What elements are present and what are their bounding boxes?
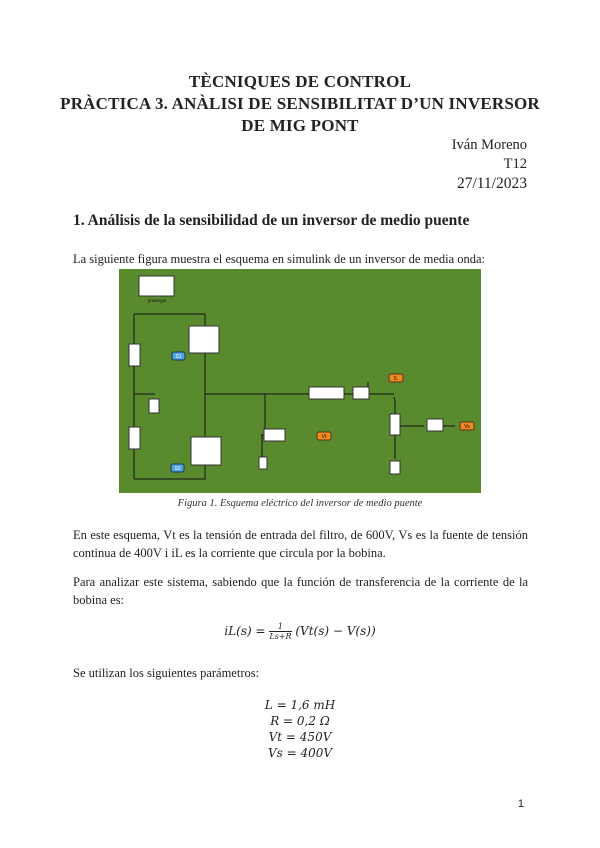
fraction-denominator: Ls+R bbox=[269, 632, 292, 641]
vs-meter-block bbox=[427, 419, 443, 431]
vt-meter-block bbox=[264, 429, 285, 441]
current-sensor-block bbox=[353, 387, 369, 399]
intro-paragraph: La siguiente figura muestra el esquema en simulink de un inversor de media onda: bbox=[73, 252, 486, 266]
title-line-2: PRÀCTICA 3. ANÀLISI DE SENSIBILITAT D’UN INVERSOR bbox=[60, 94, 540, 113]
svg-text:IL: IL bbox=[393, 376, 399, 382]
ground-block bbox=[149, 399, 159, 413]
paragraph-2: Para analizar este sistema, sabiendo que la función de transferencia de la corriente de la bobina es: bbox=[73, 575, 528, 607]
paragraph-3: Se utilizan los siguientes parámetros: bbox=[73, 666, 260, 680]
param-vt: Vt = 450V bbox=[268, 730, 332, 744]
powergui-block bbox=[139, 276, 174, 296]
simulink-diagram bbox=[119, 269, 481, 493]
vs-source-block bbox=[390, 414, 400, 435]
svg-text:S2: S2 bbox=[174, 466, 181, 472]
fraction-numerator: 1 bbox=[269, 622, 291, 632]
parameter-list bbox=[0, 697, 600, 761]
switch-s1-block bbox=[189, 326, 219, 353]
title-line-1: TÈCNIQUES DE CONTROL bbox=[188, 72, 412, 91]
vt-ground bbox=[259, 457, 267, 469]
paragraph-1: En este esquema, Vt es la tensión de entrada del filtro, de 600V, Vs es la fuente de tensión continua de 400V i iL es la corriente que circula por la bobina. bbox=[73, 528, 528, 560]
param-vs: Vs = 400V bbox=[267, 746, 333, 760]
rl-load-block bbox=[309, 387, 344, 399]
svg-text:Vs: Vs bbox=[464, 424, 470, 430]
equation-fraction bbox=[269, 622, 291, 641]
param-resistance: R = 0,2 Ω bbox=[270, 714, 330, 728]
group-code: T12 bbox=[503, 156, 527, 172]
dc-source-lower bbox=[129, 427, 140, 449]
powergui-label: powergui bbox=[147, 298, 167, 303]
title-line-3: DE MIG PONT bbox=[241, 116, 359, 135]
page-number: 1 bbox=[517, 798, 524, 810]
document-date: 27/11/2023 bbox=[456, 175, 527, 192]
dc-source-upper bbox=[129, 344, 140, 366]
diagram-background bbox=[119, 269, 481, 493]
svg-text:Vt: Vt bbox=[321, 434, 327, 440]
section-heading: 1. Análisis de la sensibilidad de un inversor de medio puente bbox=[73, 212, 470, 229]
switch-s2-block bbox=[191, 437, 221, 465]
vs-ground bbox=[390, 461, 400, 474]
equation-rhs: (Vt(s) − V(s)) bbox=[295, 624, 376, 638]
transfer-function-equation bbox=[0, 622, 600, 641]
equation-lhs: iL(s) = bbox=[224, 624, 266, 638]
figure-caption: Figura 1. Esquema eléctrico del inversor de medio puente bbox=[177, 498, 423, 509]
author-name: Iván Moreno bbox=[451, 137, 527, 153]
param-inductance: L = 1,6 mH bbox=[264, 698, 336, 712]
svg-text:S1: S1 bbox=[175, 354, 182, 360]
